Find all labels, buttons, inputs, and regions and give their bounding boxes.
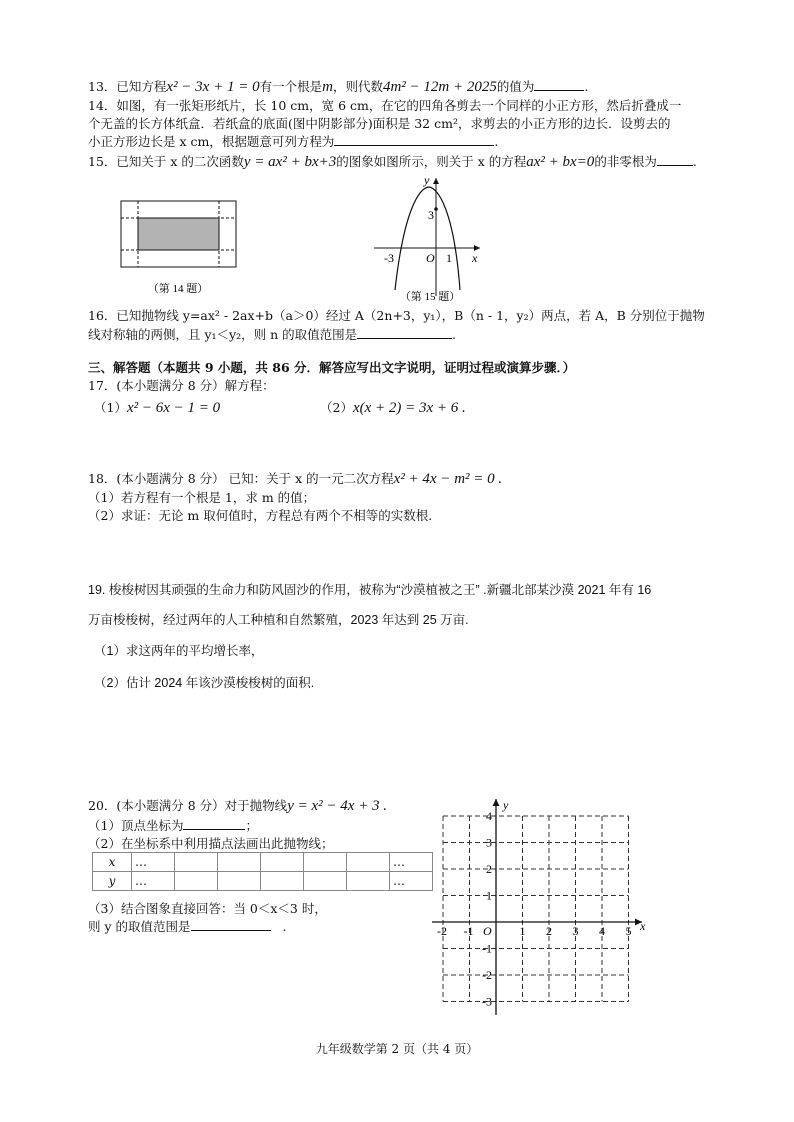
q20-vertex-blank[interactable] [183, 817, 245, 830]
fig14-base-shaded [138, 218, 219, 250]
q18-title-line [88, 470, 502, 488]
q14-answer-blank[interactable] [334, 133, 494, 146]
grid-lines [443, 816, 629, 1002]
q13-prefix: 13．已知方程 [88, 79, 167, 94]
fig15-tick-left: -3 [384, 251, 394, 265]
grid-y-tick-label: 2 [486, 862, 492, 876]
q14-line3 [88, 133, 498, 151]
grid-y-label: y [503, 798, 509, 812]
table-cell: … [132, 853, 175, 872]
q14-line1: 14．如图，有一张矩形纸片，长 10 cm，宽 6 cm，在它的四角各剪去一个同样的小正方形，然后折叠成一 [88, 98, 682, 113]
q19-line1: 19. 梭梭树因其顽强的生命力和防风固沙的作用，被称为“沙漠植被之王” .新疆北部某沙漠 2021 年有 16 [88, 583, 652, 597]
grid-x-tick-label: -1 [463, 924, 474, 938]
q20-value-table [92, 852, 433, 891]
q20-part1 [88, 817, 258, 835]
q15-end: . [692, 154, 697, 169]
q20-title-line [88, 797, 387, 815]
grid-x-tick-label: -2 [437, 924, 447, 938]
fig15-caption: （第 15 题） [399, 291, 461, 303]
q15-answer-blank[interactable] [657, 153, 693, 166]
q14-end: . [494, 134, 499, 149]
table-cell[interactable] [261, 872, 304, 891]
table-cell[interactable] [304, 853, 347, 872]
q13-equation: x² − 3x + 1 = 0 [166, 79, 260, 95]
page-footer: 九年级数学第 2 页（共 4 页） [315, 1042, 479, 1056]
q17-part2 [320, 399, 466, 417]
grid-x-tick-label: 2 [546, 924, 552, 938]
q15-prefix: 15．已知关于 x 的二次函数 [88, 154, 244, 169]
q17-part1 [94, 399, 220, 417]
table-cell: … [132, 872, 175, 891]
grid-y-tick-label: 1 [486, 888, 492, 903]
q20-p3b-text: 则 y 的取值范围是 [88, 919, 191, 934]
q16-line2 [88, 326, 456, 344]
fig14-caption: （第 14 题） [147, 283, 209, 295]
q13-line [88, 78, 588, 96]
figure-14 [118, 196, 244, 298]
grid-x-tick-label: 5 [625, 924, 632, 938]
q13-middle2: ，则代数 [332, 79, 383, 94]
table-row [93, 872, 433, 891]
table-cell[interactable] [261, 853, 304, 872]
grid-x-tick-label: 1 [519, 924, 526, 938]
q20-coordinate-grid[interactable] [424, 795, 652, 1023]
fig15-tick-right: 1 [446, 251, 452, 265]
q15-line [88, 153, 697, 171]
q13-expr: 4m² − 12m + 2025 [382, 79, 497, 95]
grid-y-tick-label: 4 [486, 809, 492, 823]
table-cell: x [93, 853, 132, 872]
q15-eq: ax² + bx=0 [526, 154, 595, 170]
grid-x-label: x [640, 919, 646, 933]
q13-middle: 有一个根是 [259, 79, 323, 94]
grid-y-tick-label: 3 [486, 835, 492, 850]
q13-end: . [584, 79, 589, 94]
q14-line2: 个无盖的长方体纸盒．若纸盒的底面(图中阴影部分)面积是 32 cm²，求剪去的小正方形的边长．设剪去的 [88, 116, 671, 131]
fig15-x-label: x [472, 251, 478, 265]
q18-eq: x² + 4x − m² = 0 . [393, 471, 503, 487]
q16-answer-blank[interactable] [357, 326, 452, 339]
q15-middle: 的图象如图所示，则关于 x 的方程 [336, 154, 527, 169]
table-cell[interactable] [304, 872, 347, 891]
q17-p1-label: （1） [94, 400, 127, 415]
table-cell[interactable] [175, 872, 218, 891]
grid-y-tick-label: -1 [482, 941, 492, 956]
table-cell[interactable] [347, 853, 390, 872]
q19-part2: （2）估计 2024 年该沙漠梭梭树的面积. [94, 676, 315, 690]
q13-var: m [322, 79, 333, 95]
grid-y-arrow-icon [493, 799, 500, 806]
fig15-y-label: y [424, 173, 430, 187]
fig15-origin: O [426, 251, 435, 265]
q20-eq: y = x² − 4x + 3 . [287, 798, 388, 814]
q20-range-blank[interactable] [191, 918, 271, 931]
q16-line2-text: 线对称轴的两侧，且 y₁＜y₂，则 n 的取值范围是 [88, 327, 358, 342]
table-row [93, 853, 433, 872]
grid-y-ticks [482, 809, 492, 1009]
q20-part2: （2）在坐标系中利用描点法画出此抛物线； [88, 836, 334, 851]
fig15-point-y3 [434, 207, 438, 211]
table-cell[interactable] [347, 872, 390, 891]
grid-x-tick-label: 3 [572, 924, 579, 938]
fig15-parabola [395, 187, 460, 290]
q20-p1-prefix: （1）顶点坐标为 [88, 818, 184, 833]
q18-part2: （2）求证：无论 m 取何值时，方程总有两个不相等的实数根. [88, 508, 433, 523]
q16-end: . [452, 327, 457, 342]
q18-title: 18．(本小题满分 8 分） 已知：关于 x 的一元二次方程 [88, 471, 394, 486]
table-cell: … [390, 872, 433, 891]
table-cell[interactable] [175, 853, 218, 872]
fig15-tick-y: 3 [428, 208, 434, 222]
q20-p1-suffix: ； [245, 818, 258, 833]
q15-func: y = ax² + bx+3 [243, 154, 337, 170]
q17-p2-eq: x(x + 2) = 3x + 6 . [352, 400, 466, 416]
table-cell: y [93, 872, 132, 891]
q18-part1: （1）若方程有一个根是 1，求 m 的值； [88, 490, 316, 505]
q17-title: 17．(本小题满分 8 分）解方程： [88, 378, 275, 393]
q17-p1-eq: x² − 6x − 1 = 0 [126, 400, 221, 416]
grid-x-ticks [437, 924, 632, 938]
grid-y-tick-label: -3 [482, 994, 492, 1009]
grid-y-tick-label: -2 [482, 968, 492, 982]
q19-line2: 万亩梭梭树，经过两年的人工种植和自然繁殖，2023 年达到 25 万亩. [88, 613, 469, 627]
table-cell[interactable] [218, 853, 261, 872]
table-cell[interactable] [218, 872, 261, 891]
q19-part1: （1）求这两年的平均增长率， [94, 644, 264, 658]
q13-suffix: 的值为 [496, 79, 535, 94]
q20-title: 20．(本小题满分 8 分）对于抛物线 [88, 798, 288, 813]
q15-suffix: 的非零根为 [594, 154, 657, 169]
q20-p3b-end: . [282, 919, 287, 934]
q14-line3-text: 小正方形边长是 x cm，根据题意可列方程为 [88, 134, 335, 149]
fig15-y-arrow-icon [433, 178, 439, 184]
table-cell: … [390, 853, 433, 872]
grid-x-tick-label: 4 [599, 924, 605, 938]
grid-origin: O [483, 924, 492, 938]
q20-part3b [88, 918, 287, 936]
q17-p2-label: （2） [320, 400, 353, 415]
q20-part3: （3）结合图象直接回答：当 0＜x＜3 时， [88, 901, 327, 916]
section3-title: 三、解答题（本题共 9 小题，共 86 分．解答应写出文字说明，证明过程或演算步骤．） [88, 360, 576, 375]
figure-15 [368, 172, 488, 306]
q13-answer-blank[interactable] [534, 78, 584, 91]
q16-line1: 16．已知抛物线 y=ax² - 2ax+b（a＞0）经过 A（2n+3，y₁），B（n - 1，y₂）两点，若 A，B 分别位于抛物 [88, 308, 705, 323]
